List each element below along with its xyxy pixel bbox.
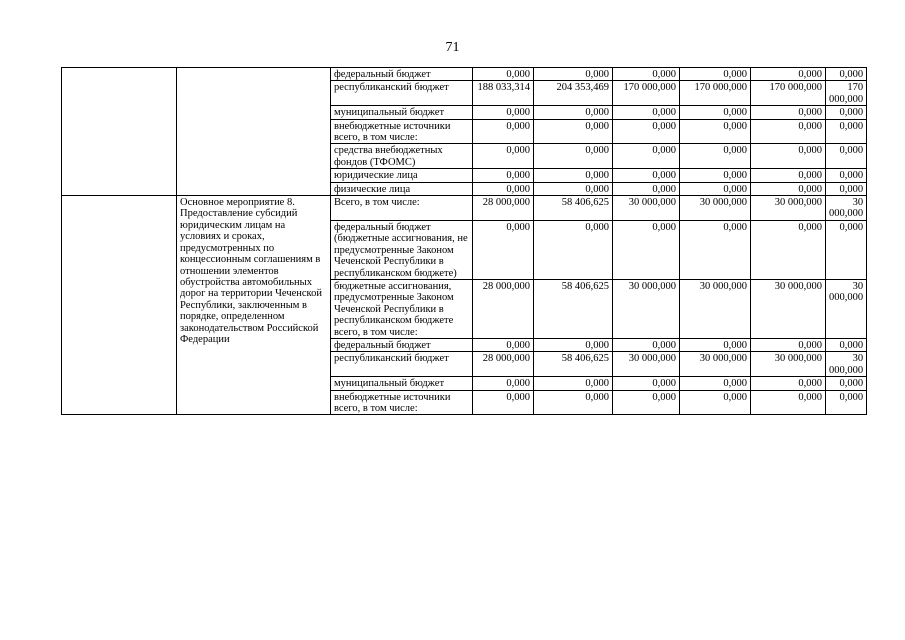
funding-source-cell: федеральный бюджет	[331, 68, 473, 81]
funding-source-cell: внебюджетные источники всего, в том числе:	[331, 119, 473, 144]
amount-cell: 0,000	[613, 390, 680, 415]
amount-cell: 0,000	[751, 68, 826, 81]
amount-cell: 0,000	[473, 182, 534, 195]
amount-cell: 58 406,625	[534, 352, 613, 377]
amount-cell: 0,000	[680, 220, 751, 279]
amount-cell: 170 000,000	[826, 81, 867, 106]
amount-cell: 0,000	[751, 220, 826, 279]
amount-cell: 0,000	[473, 390, 534, 415]
amount-cell: 30 000,000	[613, 279, 680, 338]
amount-cell: 0,000	[826, 169, 867, 182]
funding-source-cell: федеральный бюджет	[331, 338, 473, 351]
budget-table	[61, 67, 867, 415]
amount-cell: 0,000	[680, 68, 751, 81]
amount-cell: 0,000	[826, 119, 867, 144]
table-row	[62, 196, 867, 221]
amount-cell: 0,000	[613, 377, 680, 390]
amount-cell: 0,000	[680, 338, 751, 351]
amount-cell: 0,000	[826, 220, 867, 279]
amount-cell: 30 000,000	[751, 352, 826, 377]
amount-cell: 0,000	[473, 144, 534, 169]
amount-cell: 170 000,000	[751, 81, 826, 106]
amount-cell: 0,000	[826, 377, 867, 390]
amount-cell: 30 000,000	[680, 196, 751, 221]
amount-cell: 204 353,469	[534, 81, 613, 106]
amount-cell: 0,000	[751, 377, 826, 390]
amount-cell: 0,000	[751, 390, 826, 415]
amount-cell: 0,000	[534, 144, 613, 169]
amount-cell: 0,000	[680, 144, 751, 169]
amount-cell: 30 000,000	[751, 196, 826, 221]
amount-cell: 30 000,000	[613, 196, 680, 221]
amount-cell: 0,000	[473, 338, 534, 351]
funding-source-cell: Всего, в том числе:	[331, 196, 473, 221]
amount-cell: 0,000	[680, 182, 751, 195]
amount-cell: 30 000,000	[826, 279, 867, 338]
amount-cell: 0,000	[826, 390, 867, 415]
amount-cell: 0,000	[613, 338, 680, 351]
amount-cell: 0,000	[751, 144, 826, 169]
amount-cell: 0,000	[826, 68, 867, 81]
amount-cell: 58 406,625	[534, 196, 613, 221]
amount-cell: 0,000	[534, 68, 613, 81]
funding-source-cell: внебюджетные источники всего, в том числе:	[331, 390, 473, 415]
amount-cell: 0,000	[473, 68, 534, 81]
row-number-cell	[62, 196, 177, 415]
amount-cell: 0,000	[473, 106, 534, 119]
amount-cell: 0,000	[751, 182, 826, 195]
amount-cell: 0,000	[473, 377, 534, 390]
amount-cell: 0,000	[534, 119, 613, 144]
amount-cell: 170 000,000	[680, 81, 751, 106]
funding-source-cell: муниципальный бюджет	[331, 377, 473, 390]
amount-cell: 58 406,625	[534, 279, 613, 338]
amount-cell: 0,000	[613, 169, 680, 182]
amount-cell: 30 000,000	[613, 352, 680, 377]
amount-cell: 0,000	[680, 377, 751, 390]
funding-source-cell: федеральный бюджет (бюджетные ассигнования, не предусмотренные Законом Чеченской Республики в республиканском бюджете)	[331, 220, 473, 279]
amount-cell: 0,000	[826, 182, 867, 195]
page-number: 71	[445, 40, 460, 55]
amount-cell: 0,000	[534, 338, 613, 351]
funding-source-cell: физические лица	[331, 182, 473, 195]
funding-source-cell: бюджетные ассигнования, предусмотренные Законом Чеченской Республики в республиканском бюджете всего, в том числе:	[331, 279, 473, 338]
amount-cell: 0,000	[751, 338, 826, 351]
amount-cell: 0,000	[680, 390, 751, 415]
amount-cell: 0,000	[534, 377, 613, 390]
amount-cell: 28 000,000	[473, 279, 534, 338]
funding-source-cell: юридические лица	[331, 169, 473, 182]
funding-source-cell: республиканский бюджет	[331, 81, 473, 106]
amount-cell: 0,000	[613, 68, 680, 81]
amount-cell: 0,000	[473, 119, 534, 144]
amount-cell: 0,000	[534, 106, 613, 119]
amount-cell: 0,000	[534, 390, 613, 415]
amount-cell: 0,000	[473, 220, 534, 279]
amount-cell: 0,000	[826, 338, 867, 351]
amount-cell: 0,000	[751, 106, 826, 119]
amount-cell: 28 000,000	[473, 352, 534, 377]
amount-cell: 0,000	[473, 169, 534, 182]
amount-cell: 170 000,000	[613, 81, 680, 106]
amount-cell: 0,000	[680, 106, 751, 119]
amount-cell: 0,000	[613, 182, 680, 195]
amount-cell: 0,000	[751, 169, 826, 182]
amount-cell: 0,000	[826, 144, 867, 169]
amount-cell: 0,000	[826, 106, 867, 119]
amount-cell: 0,000	[751, 119, 826, 144]
amount-cell: 0,000	[680, 169, 751, 182]
amount-cell: 30 000,000	[826, 352, 867, 377]
amount-cell: 30 000,000	[751, 279, 826, 338]
funding-source-cell: муниципальный бюджет	[331, 106, 473, 119]
amount-cell: 28 000,000	[473, 196, 534, 221]
amount-cell: 0,000	[613, 119, 680, 144]
amount-cell: 0,000	[613, 220, 680, 279]
amount-cell: 0,000	[534, 182, 613, 195]
amount-cell: 30 000,000	[680, 352, 751, 377]
measure-name-cell	[177, 68, 331, 196]
measure-name-cell: Основное мероприятие 8. Предоставление субсидий юридическим лицам на условиях и сроках, предусмотренных по концессионным соглашениям в отношении элементов обустройства автомобильных дорог на территории Чеченской Республики, заключенным в порядке, определенном законодательством Российской Федерации	[177, 196, 331, 415]
amount-cell: 0,000	[613, 144, 680, 169]
amount-cell: 30 000,000	[680, 279, 751, 338]
amount-cell: 0,000	[534, 169, 613, 182]
amount-cell: 30 000,000	[826, 196, 867, 221]
amount-cell: 0,000	[613, 106, 680, 119]
amount-cell: 188 033,314	[473, 81, 534, 106]
amount-cell: 0,000	[680, 119, 751, 144]
funding-source-cell: средства внебюджетных фондов (ТФОМС)	[331, 144, 473, 169]
table-row	[62, 68, 867, 81]
funding-source-cell: республиканский бюджет	[331, 352, 473, 377]
row-number-cell	[62, 68, 177, 196]
amount-cell: 0,000	[534, 220, 613, 279]
budget-table-body	[62, 68, 867, 415]
